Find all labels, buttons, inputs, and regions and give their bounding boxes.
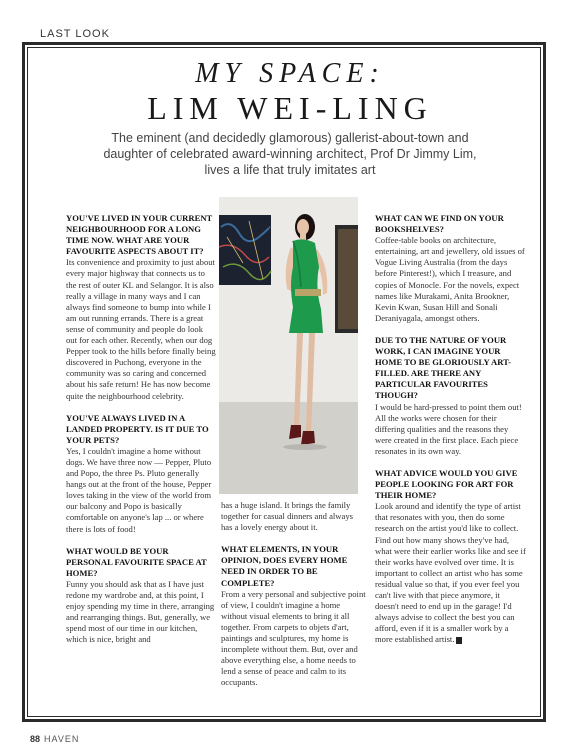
- qa-block: [375, 213, 526, 324]
- qa-block: [221, 544, 366, 688]
- page-number: 88: [30, 734, 41, 744]
- title-name: LIM WEI-LING: [147, 90, 433, 126]
- qa-block: [375, 335, 526, 457]
- end-mark-icon: [456, 637, 462, 644]
- portrait-photo: [219, 197, 358, 494]
- question-heading: WHAT CAN WE FIND ON YOUR BOOKSHELVES?: [375, 213, 504, 235]
- answer-text: has a huge island. It brings the family together for casual dinners and always has a lovely energy about it.: [221, 500, 353, 533]
- question-heading: YOU'VE LIVED IN YOUR CURRENT NEIGHBOURHOOD FOR A LONG TIME NOW. WHAT ARE YOUR FAVOURITE ASPECTS ABOUT IT?: [66, 213, 213, 257]
- answer-text: Funny you should ask that as I have just redone my wardrobe and, at this point, I enjoy spending my time in there, arranging and rearranging things. But, generally, we spend most of our time in our kitchen, which is nice, bright and: [66, 578, 215, 645]
- qa-block: [375, 468, 526, 646]
- column-left: [66, 213, 216, 656]
- question-heading: YOU'VE ALWAYS LIVED IN A LANDED PROPERTY. IS IT DUE TO YOUR PETS?: [66, 412, 209, 445]
- section-label: LAST LOOK: [40, 28, 110, 40]
- question-heading: WHAT ELEMENTS, IN YOUR OPINION, DOES EVERY HOME NEED IN ORDER TO BE COMPLETE?: [221, 544, 348, 588]
- qa-block: [221, 500, 366, 533]
- question-heading: DUE TO THE NATURE OF YOUR WORK, I CAN IMAGINE YOUR HOME TO BE GLORIOUSLY ART-FILLED. ARE THERE ANY PARTICULAR FAVOURITES THOUGH?: [375, 334, 511, 401]
- column-middle: [221, 500, 366, 700]
- footer-brand: HAVEN: [44, 734, 80, 744]
- qa-block: [66, 413, 216, 535]
- qa-block: [66, 213, 216, 402]
- answer-text: Coffee-table books on architecture, entertaining, art and jewellery, old issues of Vogue Living Australia (from the days before Pinterest!), which I treasure, and copies of Monocle. For the novels, expect names like Murakami, Anita Brookner, Kevin Kwan, Susan Hill and Sonali Deraniyagala, amongst others.: [375, 235, 525, 323]
- question-heading: WHAT ADVICE WOULD YOU GIVE PEOPLE LOOKING FOR ART FOR THEIR HOME?: [375, 467, 518, 501]
- answer-text: Look around and identify the type of artist that resonates with you, then do some research on the artist you'd like to collect. Find out how many shows they've had, what were their earlier works like and see if their works have evolved over time. It is important to collect an artist who has some residual value so that, if you ever feel you can't live with that piece anymore, it doesn't need to end up in the garage! I'd always advise to collect the best you can afford, even if it is a smaller work by a more established artist.: [375, 501, 526, 645]
- answer-text: Yes, I couldn't imagine a home without dogs. We have three now — Pepper, Pluto and Popo, the three Ps. Pluto generally hangs out at the front of the house, Pepper loves taking in the view of the world from our balcony and Popo is basically comfortable on anyone's lap ... or where there is lots of food!: [66, 445, 212, 534]
- subtitle: The eminent (and decidedly glamorous) gallerist-about-town and daughter of celebrated award-winning architect, Prof Dr Jimmy Lim, lives a life that truly imitates art: [103, 131, 477, 177]
- column-right: [375, 213, 526, 656]
- answer-text: I would be hard-pressed to point them out! All the works were chosen for their differing qualities and the reasons they were created in the first place. Each piece resonates in its own way.: [375, 401, 522, 456]
- question-heading: WHAT WOULD BE YOUR PERSONAL FAVOURITE SPACE AT HOME?: [66, 545, 207, 578]
- answer-text: From a very personal and subjective point of view, I couldn't imagine a home without visual elements to bring it all together. From carpets to objets d'art, paintings and sculptures, my home is incomplete without them. But, over and above everything else, a home needs to lend a sense of peace and calm to its occupants.: [221, 588, 366, 688]
- answer-text: Its convenience and proximity to just about every major highway that connects us to the rest of outer KL and Selangor. It is also really a village in many ways and I can always find someone to bump into while I am out running errands. There is a great sense of community and people do look out for each other. Recently, when our dog Pepper took to the hills before finally being discovered in Puchong, everyone in the community was so caring and concerned about his safe return! He has now become quite the neighbourhood celebrity.: [66, 257, 216, 401]
- title-my-space: MY SPACE:: [195, 58, 385, 89]
- qa-block: [66, 546, 216, 646]
